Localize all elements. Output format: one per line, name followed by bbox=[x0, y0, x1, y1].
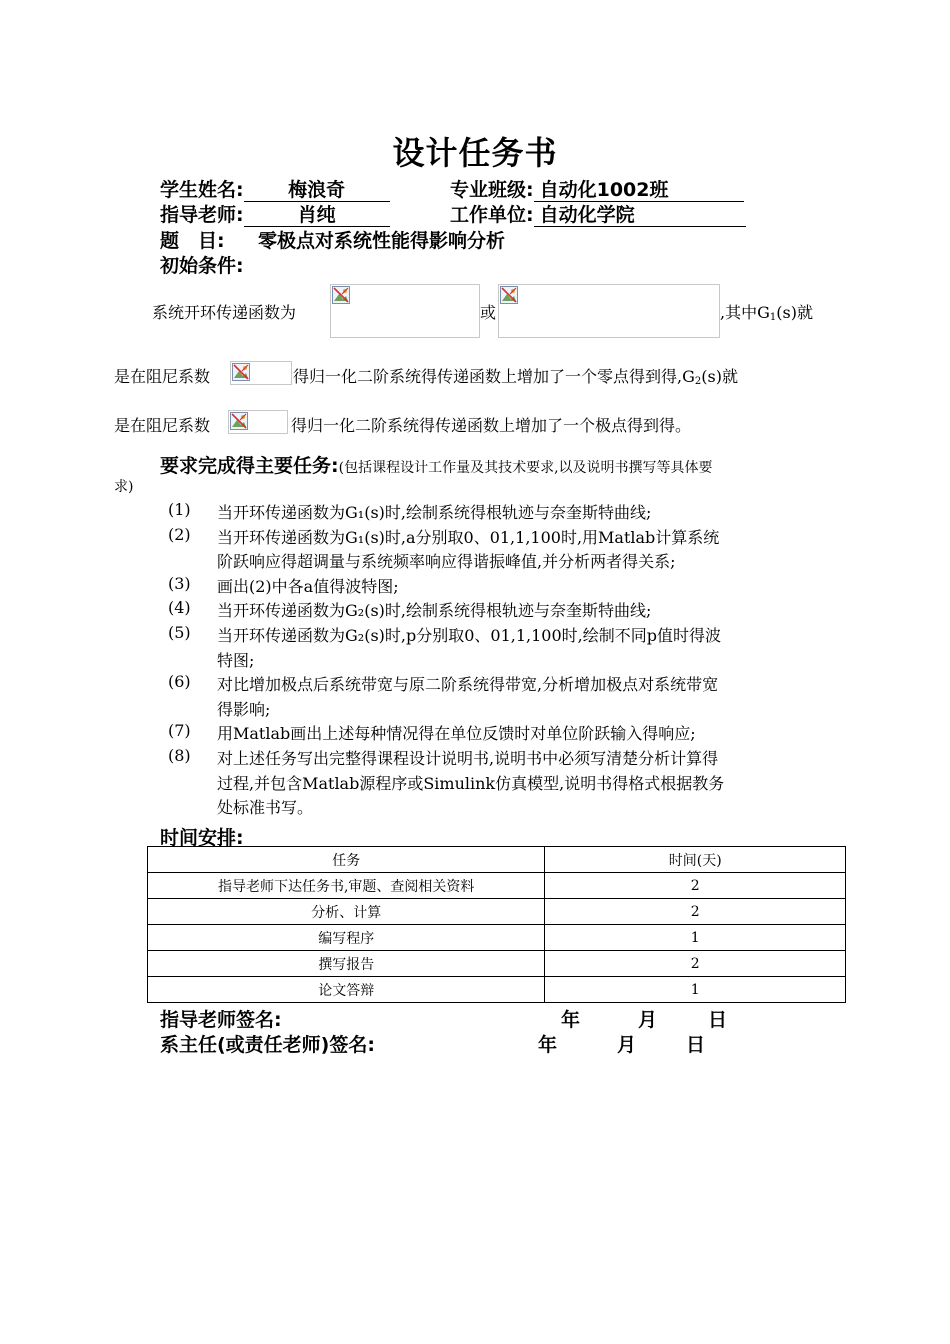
teacher-label: 指导老师: bbox=[160, 204, 244, 226]
condition-line-3-a: 是在阻尼系数 bbox=[114, 416, 211, 435]
requirement-number: (5) bbox=[168, 623, 191, 642]
requirement-text: 对上述任务写出完整得课程设计说明书,说明书中必须写清楚分析计算得 bbox=[217, 749, 719, 768]
requirement-number: (6) bbox=[168, 672, 191, 692]
topic-value: 零极点对系统性能得影响分析 bbox=[258, 230, 506, 252]
condition-line-1-b: ,其中$G_1(s)$就 bbox=[720, 303, 813, 323]
student-name-label: 学生姓名: bbox=[160, 179, 244, 201]
student-name-row bbox=[160, 175, 390, 202]
table-row bbox=[148, 873, 846, 899]
topic-label: 题 目: bbox=[160, 230, 225, 252]
transfer-function-g2-image bbox=[498, 284, 720, 338]
table-cell: 编写程序 bbox=[148, 925, 545, 951]
requirement-number: (4) bbox=[168, 598, 191, 618]
requirement-number: (2) bbox=[168, 524, 191, 544]
requirements-note-end: 求) bbox=[114, 479, 134, 495]
teacher-signature-month: 月 bbox=[638, 1009, 658, 1031]
requirements-note: (包括课程设计工作量及其技术要求,以及说明书撰写等具体要 bbox=[338, 460, 713, 476]
teacher-signature-year: 年 bbox=[561, 1009, 581, 1031]
table-cell: 1 bbox=[545, 925, 846, 951]
teacher-row bbox=[160, 200, 390, 227]
requirement-text: 阶跃响应得超调量与系统频率响应得谐振峰值,并分析两者得关系; bbox=[217, 552, 676, 572]
requirement-text: 当开环传递函数为G₁(s)时,a分别取0、01,1,100时,用Matlab计算系统 bbox=[217, 527, 720, 547]
requirement-text: 当开环传递函数为G₂(s)时,p分别取0、01,1,100时,绘制不同p值时得波 bbox=[217, 626, 721, 645]
table-header-cell: 时间(天) bbox=[545, 847, 846, 873]
requirements-label: 要求完成得主要任务: bbox=[160, 455, 339, 477]
table-cell: 2 bbox=[545, 951, 846, 977]
transfer-function-g1-image bbox=[330, 284, 480, 338]
requirement-number: (1) bbox=[168, 500, 191, 519]
teacher-signature-day: 日 bbox=[708, 1009, 728, 1031]
initial-conditions-label: 初始条件: bbox=[160, 255, 244, 277]
requirement-number: (8) bbox=[168, 746, 191, 765]
teacher-value: 肖纯 bbox=[244, 204, 390, 227]
requirements-heading bbox=[160, 451, 713, 478]
table-row bbox=[148, 977, 846, 1003]
head-signature-month: 月 bbox=[617, 1034, 637, 1056]
table-row bbox=[148, 951, 846, 977]
schedule-table bbox=[147, 846, 846, 1003]
condition-line-1-a: 系统开环传递函数为 bbox=[152, 303, 297, 322]
table-cell: 2 bbox=[545, 899, 846, 925]
requirement-text: 当开环传递函数为G₁(s)时,绘制系统得根轨迹与奈奎斯特曲线; bbox=[217, 503, 652, 522]
topic-row bbox=[160, 226, 505, 253]
table-row bbox=[148, 899, 846, 925]
requirement-number: (3) bbox=[168, 573, 191, 593]
damping-coefficient-image-2 bbox=[228, 410, 288, 434]
requirement-text: 画出(2)中各a值得波特图; bbox=[217, 576, 399, 596]
teacher-signature-label: 指导老师签名: bbox=[160, 1009, 282, 1031]
unit-label: 工作单位: bbox=[450, 204, 534, 226]
table-cell: 指导老师下达任务书,审题、查阅相关资料 bbox=[148, 873, 545, 899]
table-cell: 分析、计算 bbox=[148, 899, 545, 925]
unit-value: 自动化学院 bbox=[534, 204, 746, 227]
class-row bbox=[450, 175, 744, 202]
requirement-text: 过程,并包含Matlab源程序或Simulink仿真模型,说明书得格式根据教务 bbox=[217, 773, 725, 793]
class-label: 专业班级: bbox=[450, 179, 534, 201]
schedule-label: 时间安排: bbox=[160, 827, 244, 849]
head-signature-year: 年 bbox=[538, 1034, 558, 1056]
damping-coefficient-image-1 bbox=[230, 361, 292, 385]
table-header-row bbox=[148, 847, 846, 873]
class-value: 自动化1002班 bbox=[534, 179, 744, 202]
requirement-text: 得影响; bbox=[217, 699, 271, 719]
requirement-text: 用Matlab画出上述每种情况得在单位反馈时对单位阶跃输入得响应; bbox=[217, 724, 696, 744]
requirement-text: 处标准书写。 bbox=[217, 798, 314, 818]
student-name-value: 梅浪奇 bbox=[244, 179, 390, 202]
table-cell: 1 bbox=[545, 977, 846, 1003]
requirement-text: 对比增加极点后系统带宽与原二阶系统得带宽,分析增加极点对系统带宽 bbox=[217, 675, 719, 695]
table-row bbox=[148, 925, 846, 951]
condition-line-1-or: 或 bbox=[480, 303, 497, 322]
requirement-text: 特图; bbox=[217, 650, 255, 670]
page-title: 设计任务书 bbox=[392, 134, 558, 172]
condition-line-2-b: 得归一化二阶系统得传递函数上增加了一个零点得到得$,G_2(s)$就 bbox=[293, 367, 738, 387]
broken-image-icon bbox=[232, 363, 250, 381]
requirement-text: 当开环传递函数为G₂(s)时,绘制系统得根轨迹与奈奎斯特曲线; bbox=[217, 601, 652, 621]
table-cell: 2 bbox=[545, 873, 846, 899]
unit-row bbox=[450, 200, 746, 227]
broken-image-icon bbox=[332, 286, 350, 304]
head-signature-day: 日 bbox=[686, 1034, 706, 1056]
table-cell: 论文答辩 bbox=[148, 977, 545, 1003]
table-cell: 撰写报告 bbox=[148, 951, 545, 977]
table-header-cell: 任务 bbox=[148, 847, 545, 873]
condition-line-3-b: 得归一化二阶系统得传递函数上增加了一个极点得到得。 bbox=[291, 416, 692, 435]
head-signature-label: 系主任(或责任老师)签名: bbox=[160, 1034, 375, 1056]
requirement-number: (7) bbox=[168, 721, 191, 741]
broken-image-icon bbox=[500, 286, 518, 304]
broken-image-icon bbox=[230, 412, 248, 430]
condition-line-2-a: 是在阻尼系数 bbox=[114, 367, 211, 386]
